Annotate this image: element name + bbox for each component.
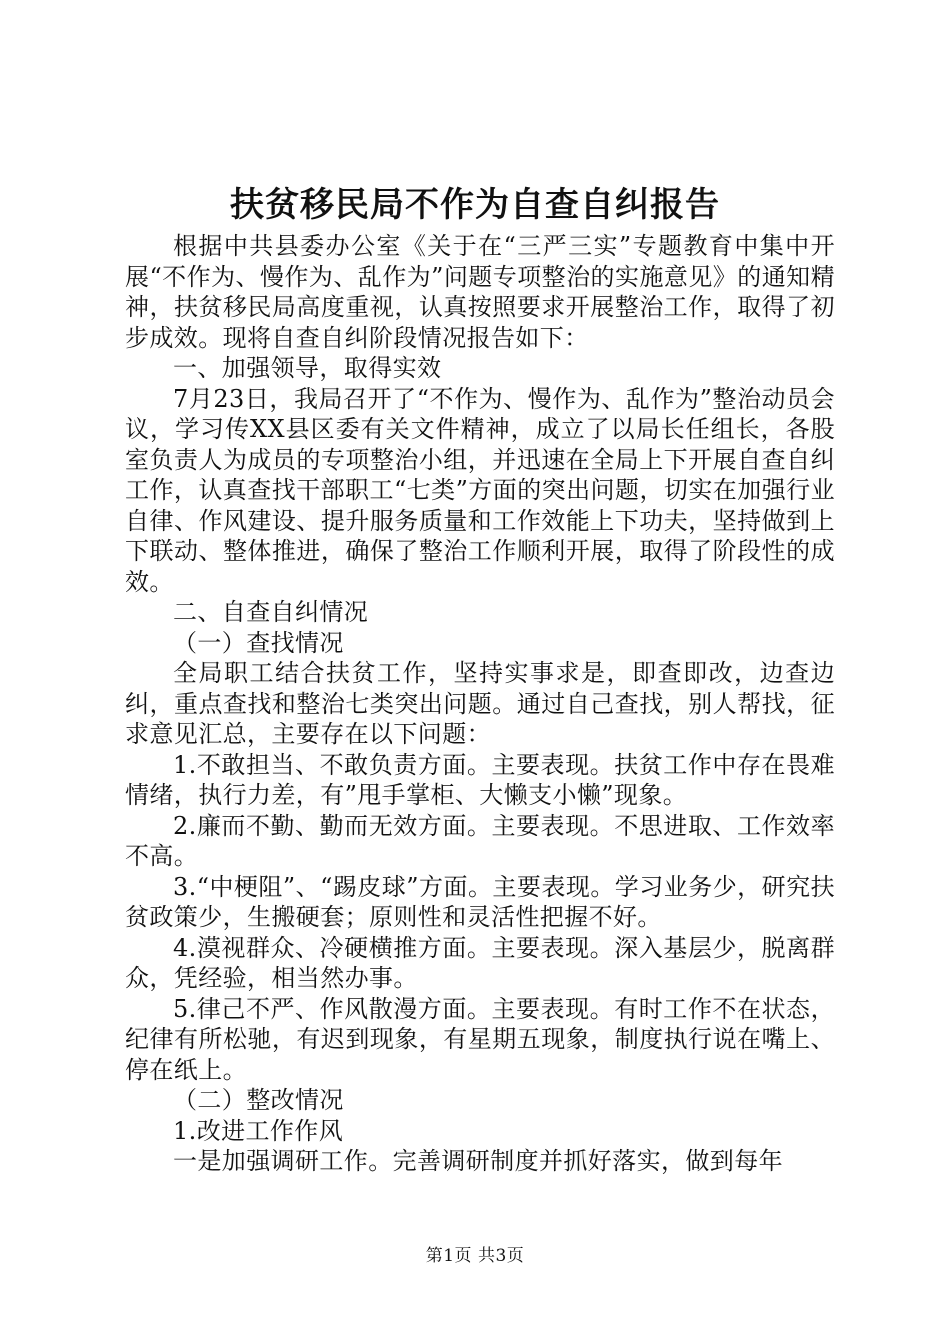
page-number-footer: 第1页 共3页 [425,1246,525,1266]
document-title: 扶贫移民局不作为自查自纠报告 [230,185,720,225]
subsection-heading-1: （一）查找情况 [173,628,344,657]
subsection-heading-2: （二）整改情况 [173,1086,344,1114]
section-heading-1: 一、加强领导，取得实效 [173,354,442,382]
paragraph-intro: 根据中共县委办公室《关于在“三严三实”专题教育中集中开展“不作为、慢作为、乱作为”问题专项整治的实施意见》的通知精神，扶贫移民局高度重视，认真按照要求开展整治工作，取得了初步成效。现将自查自纠阶段情况报告如下： [125,232,835,352]
list-item-4: 4.漠视群众、冷硬横推方面。主要表现。深入基层少，脱离群众，凭经验，相当然办事。 [125,933,835,992]
list-item-1: 1.不敢担当、不敢负责方面。主要表现。扶贫工作中存在畏难情绪，执行力差，有”甩手掌柜、大懒支小懒”现象。 [125,750,835,809]
subsection-item-1: 1.改进工作作风 [173,1116,344,1145]
section-heading-2: 二、自查自纠情况 [173,598,369,626]
document-body [125,231,835,1177]
paragraph-findings: 全局职工结合扶贫工作，坚持实事求是，即查即改，边查边纠，重点查找和整治七类突出问题。通过自己查找，别人帮找，征求意见汇总，主要存在以下问题： [125,659,835,748]
list-item-3: 3.“中梗阻”、“踢皮球”方面。主要表现。学习业务少，研究扶贫政策少，生搬硬套；原则性和灵活性把握不好。 [125,872,835,931]
paragraph-section-1: 7月23日，我局召开了“不作为、慢作为、乱作为”整治动员会议，学习传XX县区委有关文件精神，成立了以局长任组长，各股室负责人为成员的专项整治小组，并迅速在全局上下开展自查自纠工作，认真查找干部职工“七类”方面的突出问题，切实在加强行业自律、作风建设、提升服务质量和工作效能上下功夫，坚持做到上下联动、整体推进，确保了整治工作顺利开展，取得了阶段性的成效。 [125,384,835,596]
paragraph-rectification: 一是加强调研工作。完善调研制度并抓好落实，做到每年 [173,1147,783,1175]
list-item-2: 2.廉而不勤、勤而无效方面。主要表现。不思进取、工作效率不高。 [125,811,835,870]
list-item-5: 5.律己不严、作风散漫方面。主要表现。有时工作不在状态，纪律有所松驰，有迟到现象，有星期五现象，制度执行说在嘴上、停在纸上。 [125,994,835,1084]
